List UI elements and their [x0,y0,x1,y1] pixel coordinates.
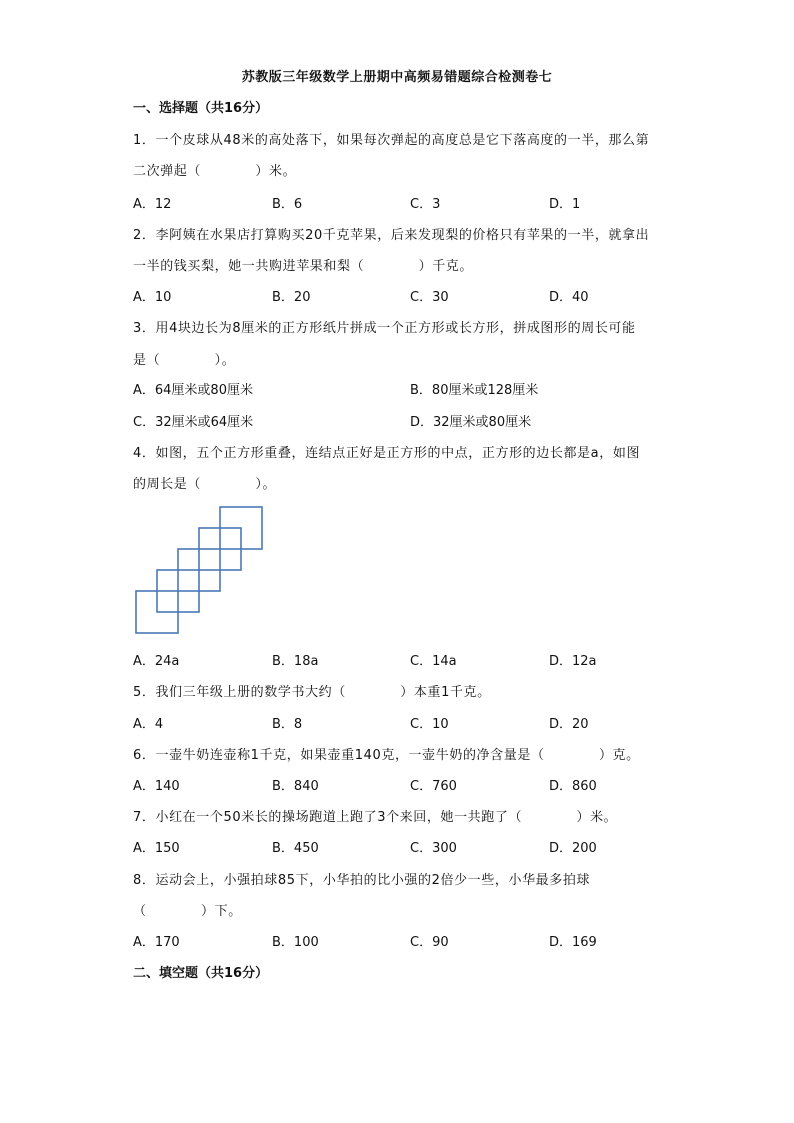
option-b: B．18a [272,654,319,669]
option-c: C．30 [410,290,449,305]
option-a: A．140 [133,779,180,794]
overlapping-squares-figure [134,505,264,637]
option-b: B．6 [272,197,303,212]
option-b: B．20 [272,290,311,305]
question-8-line-2: （ ）下。 [133,904,242,919]
question-4-line-1: 4．如图，五个正方形重叠，连结点正好是正方形的中点，正方形的边长都是a，如图 [133,446,641,461]
question-5-options [133,713,693,731]
question-2-line-1: 2．李阿姨在水果店打算购买20千克苹果，后来发现梨的价格只有苹果的一半，就拿出 [133,228,650,243]
option-c: C．3 [410,197,441,212]
option-b: B．8 [272,717,303,732]
question-6-options [133,775,693,793]
section-heading-choice: 一、选择题（共16分） [133,101,269,116]
option-d: D．1 [549,197,581,212]
option-d: D．169 [549,935,597,950]
section-heading-fill-in: 二、填空题（共16分） [133,966,269,981]
option-c: C．10 [410,717,449,732]
option-d: D．40 [549,290,589,305]
question-6-line-1: 6．一壶牛奶连壶称1千克，如果壶重140克，一壶牛奶的净含量是（ ）克。 [133,748,640,763]
option-d: D．860 [549,779,597,794]
option-d: D．12a [549,654,597,669]
question-3-options-row-2 [133,411,693,429]
option-c: C．300 [410,841,457,856]
question-7-line-1: 7．小红在一个50米长的操场跑道上跑了3个来回，她一共跑了（ ）米。 [133,810,618,825]
question-3-line-2: 是（ ）。 [133,353,236,368]
option-b: B．80厘米或128厘米 [410,383,539,398]
question-4-options [133,650,693,668]
option-d: D．200 [549,841,597,856]
page-title: 苏教版三年级数学上册期中高频易错题综合检测卷七 [241,70,553,85]
option-b: B．450 [272,841,319,856]
option-a: A．24a [133,654,180,669]
option-a: A．10 [133,290,172,305]
question-1-options [133,193,693,211]
option-c: C．32厘米或64厘米 [133,415,254,430]
question-8-options [133,931,693,949]
option-a: A．12 [133,197,172,212]
option-b: B．840 [272,779,319,794]
option-a: A．4 [133,717,164,732]
option-d: D．32厘米或80厘米 [410,415,532,430]
question-3-options-row-1 [133,379,693,397]
option-c: C．760 [410,779,457,794]
question-5-line-1: 5．我们三年级上册的数学书大约（ ）本重1千克。 [133,685,491,700]
option-a: A．64厘米或80厘米 [133,383,253,398]
option-d: D．20 [549,717,589,732]
option-a: A．150 [133,841,180,856]
question-2-line-2: 一半的钱买梨，她一共购进苹果和梨（ ）千克。 [133,259,474,274]
option-b: B．100 [272,935,319,950]
option-c: C．14a [410,654,457,669]
question-8-line-1: 8．运动会上，小强拍球85下，小华拍的比小强的2倍少一些，小华最多拍球 [133,873,591,888]
option-a: A．170 [133,935,180,950]
question-7-options [133,837,693,855]
question-1-line-1: 1．一个皮球从48米的高处落下，如果每次弹起的高度总是它下落高度的一半，那么第 [133,133,650,148]
question-1-line-2: 二次弹起（ ）米。 [133,164,297,179]
option-c: C．90 [410,935,449,950]
question-3-line-1: 3．用4块边长为8厘米的正方形纸片拼成一个正方形或长方形，拼成图形的周长可能 [133,321,636,336]
question-4-line-2: 的周长是（ ）。 [133,477,277,492]
question-2-options [133,286,693,304]
